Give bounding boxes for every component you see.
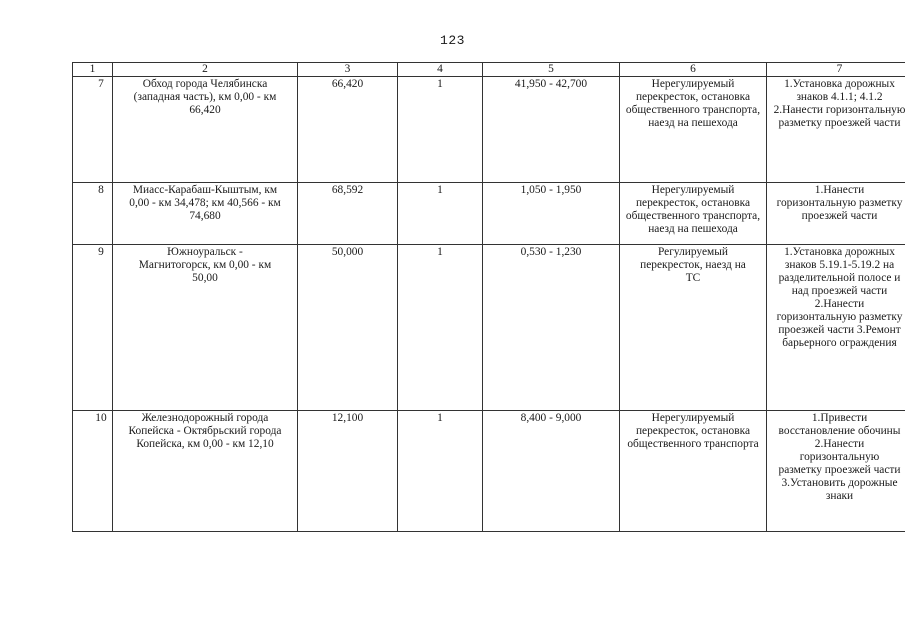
road-length: 66,420 (298, 77, 398, 183)
section-count: 1 (398, 183, 483, 245)
measures (767, 77, 905, 183)
table-row (73, 77, 905, 183)
section-count: 1 (398, 245, 483, 411)
road-name-text: Южноуральск - Магнитогорск, км 0,00 - км 50,00 (138, 246, 272, 284)
road-name-text: Железнодорожный города Копейска - Октябрьский города Копейска, км 0,00 - км 12,10 (128, 412, 282, 450)
problem-description: Нерегулируемый перекресток, остановка общественного транспорта, наезд на пешехода (620, 77, 767, 183)
measures-text: 1.Установка дорожных знаков 5.19.1-5.19.2 на разделительной полосе и над проезжей части 2.Нанести горизонтальную разметку проезжей части 3.Ремонт барьерного ограждения (776, 246, 903, 349)
column-header: 1 (73, 63, 113, 77)
measures (767, 411, 905, 532)
measures-text: 1.Установка дорожных знаков 4.1.1; 4.1.2 2.Нанести горизонтальную разметку проезжей части (773, 78, 905, 129)
hazard-section: 8,400 - 9,000 (483, 411, 620, 532)
problem-description (620, 245, 767, 411)
section-count: 1 (398, 411, 483, 532)
road-name (113, 183, 298, 245)
column-header: 3 (298, 63, 398, 77)
road-name (113, 411, 298, 532)
problem-description: Нерегулируемый перекресток, остановка общественного транспорта, наезд на пешехода (620, 183, 767, 245)
row-number: 8 (73, 183, 113, 245)
table-row (73, 411, 905, 532)
table-header-row (73, 63, 905, 77)
row-number: 7 (73, 77, 113, 183)
measures-text: 1.Привести восстановление обочины 2.Нанести горизонтальную разметку проезжей части 3.Установить дорожные знаки (778, 412, 901, 502)
column-header: 4 (398, 63, 483, 77)
measures (767, 245, 905, 411)
road-length: 68,592 (298, 183, 398, 245)
column-header: 5 (483, 63, 620, 77)
column-header: 2 (113, 63, 298, 77)
problem-text: Регулируемый перекресток, наезд на ТС (640, 246, 746, 284)
measures-text: 1.Нанести горизонтальную разметку проезжей части (776, 184, 903, 222)
road-name-text: Обход города Челябинска (западная часть), км 0,00 - км 66,420 (133, 78, 277, 116)
problem-description: Нерегулируемый перекресток, остановка общественного транспорта (620, 411, 767, 532)
road-length: 12,100 (298, 411, 398, 532)
table-row (73, 183, 905, 245)
section-count: 1 (398, 77, 483, 183)
row-number: 10 (73, 411, 113, 532)
road-measures-table (72, 62, 905, 532)
row-number: 9 (73, 245, 113, 411)
hazard-section: 41,950 - 42,700 (483, 77, 620, 183)
hazard-section: 1,050 - 1,950 (483, 183, 620, 245)
road-name-text: Миасс-Карабаш-Кыштым, км 0,00 - км 34,478; км 40,566 - км 74,680 (129, 184, 281, 222)
measures (767, 183, 905, 245)
hazard-section: 0,530 - 1,230 (483, 245, 620, 411)
page-number: 123 (440, 33, 465, 48)
road-name (113, 77, 298, 183)
table-row (73, 245, 905, 411)
column-header: 6 (620, 63, 767, 77)
road-name (113, 245, 298, 411)
road-length: 50,000 (298, 245, 398, 411)
column-header: 7 (767, 63, 905, 77)
